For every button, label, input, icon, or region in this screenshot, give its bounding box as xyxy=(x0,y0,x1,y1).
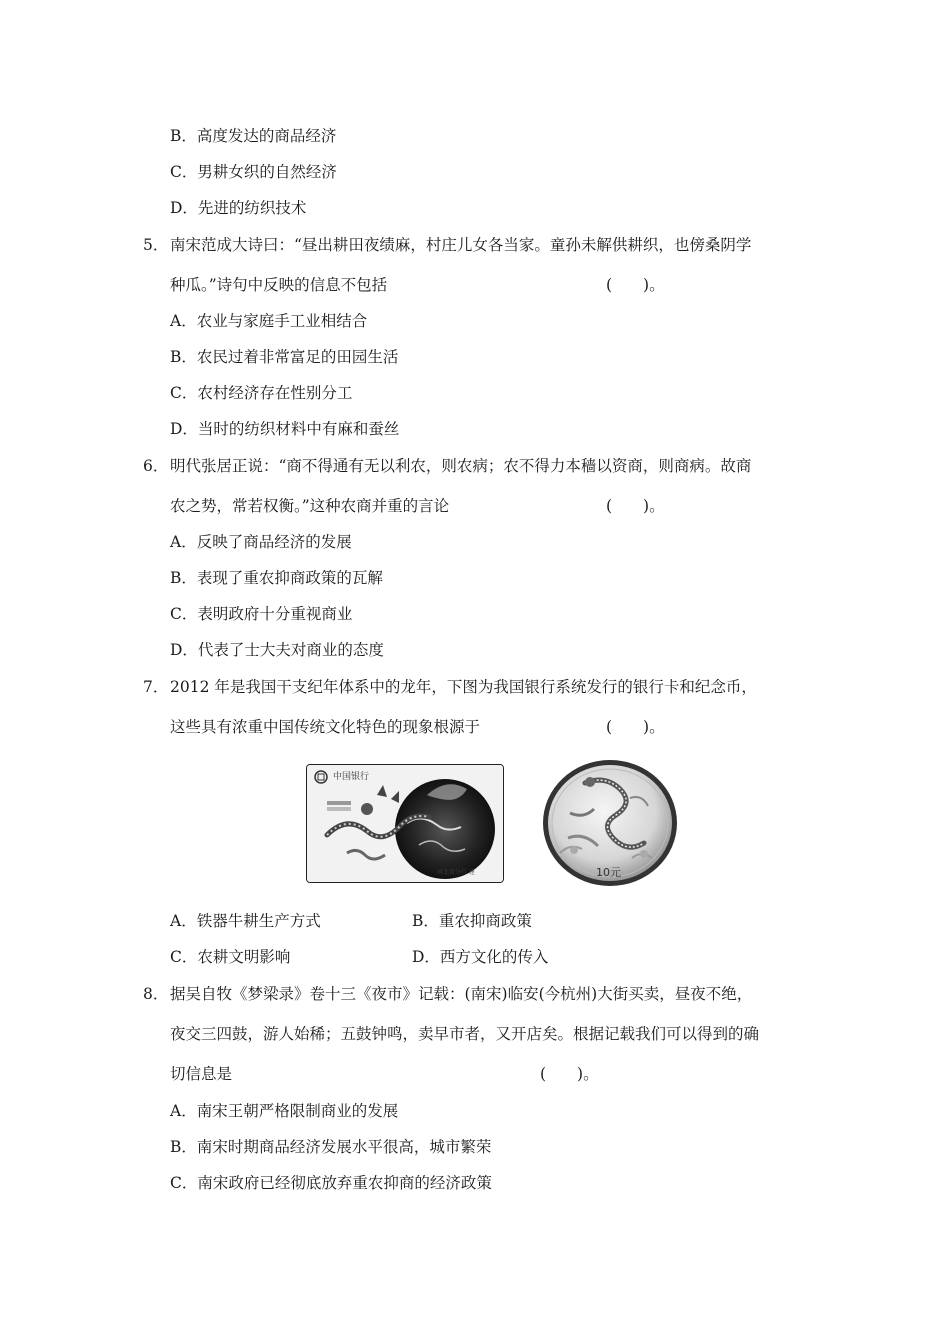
q6-option-b: B．表现了重农抑商政策的瓦解 xyxy=(170,569,383,587)
q5-option-b: B．农民过着非常富足的田园生活 xyxy=(170,348,399,366)
q6-option-d: D．代表了士大夫对商业的态度 xyxy=(170,641,384,659)
q4-option-d: D．先进的纺织技术 xyxy=(170,199,307,217)
q6-stem-line1 xyxy=(143,455,751,477)
q8-answer-paren: ( )。 xyxy=(540,1065,599,1083)
q7-option-d: D．西方文化的传入 xyxy=(412,948,549,966)
q5-answer-paren: ( )。 xyxy=(606,276,665,294)
q6-option-a: A．反映了商品经济的发展 xyxy=(170,533,352,551)
q4-option-b: B．高度发达的商品经济 xyxy=(170,127,337,145)
q5-option-a: A．农业与家庭手工业相结合 xyxy=(170,312,368,330)
q8-stem-line2: 夜交三四鼓，游人始稀；五鼓钟鸣，卖早市者，又开店矣。根据记载我们可以得到的确 xyxy=(170,1025,760,1043)
q6-answer-paren: ( )。 xyxy=(606,497,665,515)
q8-option-c: C．南宋政府已经彻底放弃重农抑商的经济政策 xyxy=(170,1174,492,1192)
q5-option-d: D．当时的纺织材料中有麻和蚕丝 xyxy=(170,420,400,438)
q6-number: 6． xyxy=(143,457,169,475)
coin-denomination: 10元 xyxy=(596,866,621,879)
card-bank-logo: 中国银行 xyxy=(333,772,370,782)
q8-option-b: B．南宋时期商品经济发展水平很高，城市繁荣 xyxy=(170,1138,492,1156)
q8-stem-line1 xyxy=(143,983,752,1005)
q7-option-a: A．铁器牛耕生产方式 xyxy=(170,912,321,930)
q8-stem-line3: 切信息是 xyxy=(170,1065,233,1083)
q5-number: 5． xyxy=(143,236,169,254)
bank-card-illustration xyxy=(307,765,503,882)
dragon-commemorative-coin-image xyxy=(540,758,680,888)
q7-answer-paren: ( )。 xyxy=(606,718,665,736)
q7-stem-line2: 这些具有浓重中国传统文化特色的现象根源于 xyxy=(170,718,481,736)
q7-number: 7． xyxy=(143,678,169,696)
q8-number: 8． xyxy=(143,985,169,1003)
card-footer-text: 河北省分行 建 xyxy=(437,869,475,876)
q7-stem-line1 xyxy=(143,676,757,698)
q4-option-c: C．男耕女织的自然经济 xyxy=(170,163,337,181)
q7-option-c: C．农耕文明影响 xyxy=(170,948,291,966)
q5-stem-line2: 种瓜。”诗句中反映的信息不包括 xyxy=(170,276,388,294)
q6-stem-text1: 明代张居正说：“商不得通有无以利农，则农病；农不得力本穑以资商，则商病。故商 xyxy=(170,457,752,475)
q5-stem-line1 xyxy=(143,234,751,256)
q8-option-a: A．南宋王朝严格限制商业的发展 xyxy=(170,1102,399,1120)
q5-stem-text1: 南宋范成大诗曰：“昼出耕田夜绩麻，村庄儿女各当家。童孙未解供耕织，也傍桑阴学 xyxy=(170,236,752,254)
q5-option-c: C．农村经济存在性别分工 xyxy=(170,384,353,402)
q8-stem-text1: 据吴自牧《梦梁录》卷十三《夜市》记载：(南宋)临安(今杭州)大街买卖，昼夜不绝， xyxy=(170,985,753,1003)
dragon-bank-card-image xyxy=(306,764,504,883)
q7-stem-text1: 2012 年是我国干支纪年体系中的龙年，下图为我国银行系统发行的银行卡和纪念币， xyxy=(170,678,757,696)
q6-option-c: C．表明政府十分重视商业 xyxy=(170,605,353,623)
q7-option-b: B．重农抑商政策 xyxy=(412,912,532,930)
q6-stem-line2: 农之势，常若权衡。”这种农商并重的言论 xyxy=(170,497,450,515)
